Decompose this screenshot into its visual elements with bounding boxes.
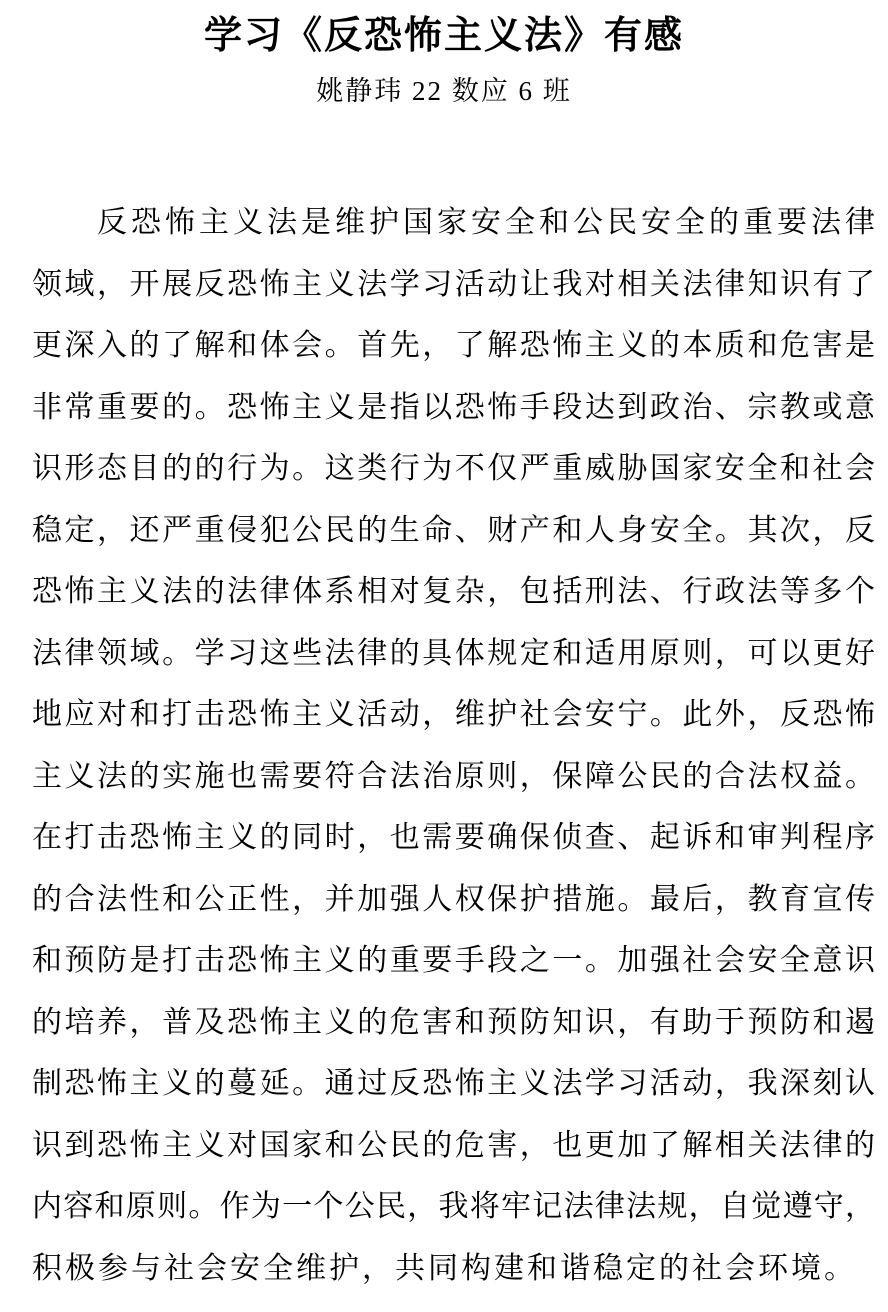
- body-line: 制恐怖主义的蔓延。通过反恐怖主义法学习活动，我深刻认: [32, 1067, 875, 1100]
- body-line: 主义法的实施也需要符合法治原则，保障公民的合法权益。: [32, 759, 875, 793]
- author-line: 姚静玮 22 数应 6 班: [316, 76, 572, 106]
- body-line: 积极参与社会安全维护，共同构建和谐稳定的社会环境。: [32, 1251, 857, 1285]
- body-line: 非常重要的。恐怖主义是指以恐怖手段达到政治、宗教或意: [32, 390, 875, 424]
- body-line: 法律领域。学习这些法律的具体规定和适用原则，可以更好: [32, 636, 875, 670]
- body-line: 识形态目的的行为。这类行为不仅严重威胁国家安全和社会: [32, 452, 875, 485]
- body-line: 反恐怖主义法是维护国家安全和公民安全的重要法律: [97, 206, 875, 239]
- body-line: 恐怖主义法的法律体系相对复杂，包括刑法、行政法等多个: [32, 575, 875, 608]
- body-line: 领域，开展反恐怖主义法学习活动让我对相关法律知识有了: [32, 267, 875, 301]
- body-line: 在打击恐怖主义的同时，也需要确保侦查、起诉和审判程序: [32, 821, 875, 854]
- body-line: 更深入的了解和体会。首先，了解恐怖主义的本质和危害是: [32, 329, 875, 362]
- body-line: 识到恐怖主义对国家和公民的危害，也更加了解相关法律的: [32, 1128, 875, 1162]
- body-line: 的合法性和公正性，并加强人权保护措施。最后，教育宣传: [32, 882, 875, 916]
- essay-body: [0, 192, 888, 1299]
- body-line: 的培养，普及恐怖主义的危害和预防知识，有助于预防和遏: [32, 1005, 875, 1039]
- body-line: 内容和原则。作为一个公民，我将牢记法律法规，自觉遵守，: [32, 1190, 875, 1223]
- body-line: 和预防是打击恐怖主义的重要手段之一。加强社会安全意识: [32, 944, 875, 977]
- body-line: 稳定，还严重侵犯公民的生命、财产和人身安全。其次，反: [32, 513, 875, 547]
- body-line: 地应对和打击恐怖主义活动，维护社会安宁。此外，反恐怖: [32, 698, 875, 731]
- page-title: 学习《反恐怖主义法》有感: [203, 15, 684, 57]
